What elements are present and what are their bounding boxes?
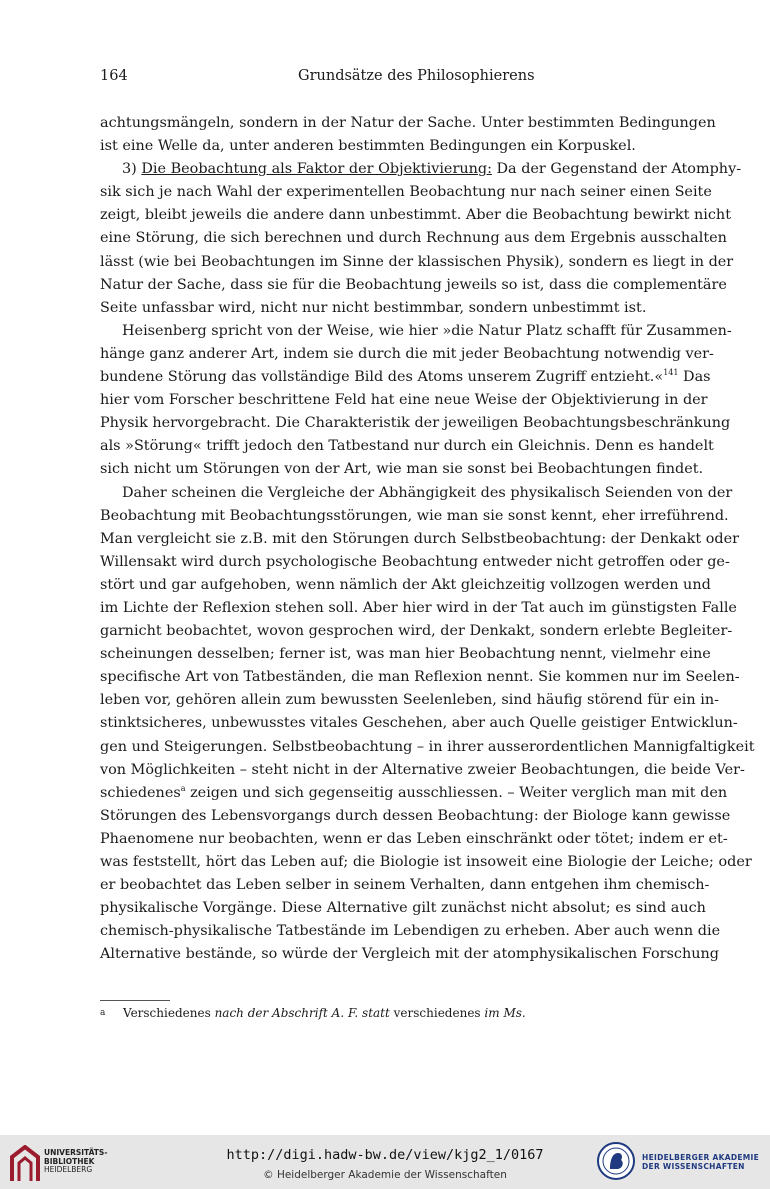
text-line: Seite unfassbar wird, nicht nur nicht bestimmbar, sondern unbestimmt ist.	[100, 299, 647, 316]
text-line	[100, 366, 711, 389]
text-line: Physik hervorgebracht. Die Charakteristik der jeweiligen Beobachtungsbeschränkung	[100, 415, 731, 432]
academy-name	[642, 1153, 759, 1171]
text-line: stört und gar aufgehoben, wenn nämlich der Akt gleichzeitig vollzogen werden und	[100, 576, 711, 593]
text-line: hänge ganz anderer Art, indem sie durch die mit jeder Beobachtung notwendig ver-	[100, 345, 714, 362]
text-line: sik sich je nach Wahl der experimentellen Beobachtung nur nach seiner einen Seite	[100, 184, 712, 201]
paragraph-3	[100, 320, 732, 482]
academy-seal-icon	[596, 1141, 636, 1181]
text-line: specifische Art von Tatbeständen, die man Reflexion nennt. Sie kommen nur im Seelen-	[100, 669, 740, 686]
text-line: ist eine Welle da, unter anderen bestimmten Bedingungen ein Korpuskel.	[100, 138, 636, 155]
text-run: Da der Gegenstand der Atomphy-	[491, 161, 742, 178]
footnote-mark: a	[100, 1008, 106, 1018]
footnote-word: verschiedenes	[393, 1006, 481, 1020]
text-run: zeigen und sich gegenseitig ausschliessen. – Weiter verglich man mit den	[185, 784, 728, 801]
page-header	[100, 68, 700, 92]
text-line: scheinungen desselben; ferner ist, was man hier Beobachtung nennt, vielmehr eine	[100, 646, 711, 663]
text-line: Störungen des Lebensvorgangs durch dessen Beobachtung: der Biologe kann gewisse	[100, 807, 731, 824]
text-line: Beobachtung mit Beobachtungsstörungen, wie man sie sonst kennt, eher irreführend.	[100, 507, 729, 524]
text-line: hier vom Forscher beschrittene Feld hat eine neue Weise der Objektivierung in der	[100, 392, 708, 409]
text-line: was feststellt, hört das Leben auf; die Biologie ist insoweit eine Biologie der Leiche; oder	[100, 854, 752, 870]
academy-name-line: HEIDELBERGER AKADEMIE	[642, 1153, 760, 1162]
page-number: 164	[100, 68, 128, 84]
footnote-reference: a	[180, 783, 186, 793]
text-line: physikalische Vorgänge. Diese Alternative gilt zunächst nicht absolut; es sind auch	[100, 900, 706, 917]
digitization-banner	[0, 1135, 770, 1189]
library-name-line: HEIDELBERG	[44, 1165, 93, 1174]
text-line: Willensakt wird durch psychologische Beobachtung entweder nicht getroffen oder ge-	[100, 553, 730, 570]
copyright-notice: © Heidelberger Akademie der Wissenschaften	[263, 1169, 507, 1181]
footnote-text	[123, 1006, 526, 1020]
text-line: im Lichte der Reflexion stehen soll. Aber hier wird in der Tat auch im günstigsten Falle	[100, 599, 737, 616]
paragraph-2	[100, 158, 742, 320]
text-line: stinktsicheres, unbewusstes vitales Geschehen, aber auch Quelle geistiger Entwicklun-	[100, 715, 738, 732]
footnote-word: Verschiedenes	[123, 1006, 211, 1020]
text-line: gen und Steigerungen. Selbstbeobachtung – in ihrer ausserordentlichen Mannigfaltigkeit	[100, 738, 755, 755]
text-line: von Möglichkeiten – steht nicht in der Alternative zweier Beobachtungen, die beide Ver-	[100, 761, 745, 778]
library-name-line: UNIVERSITÄTS-	[44, 1148, 108, 1157]
text-run: Das	[678, 369, 711, 386]
text-line: Natur der Sache, dass sie für die Beobachtung jeweils so ist, dass die complementäre	[100, 276, 727, 293]
text-line: leben vor, gehören allein zum bewussten Seelenleben, sind häufig störend für ein in-	[100, 692, 719, 709]
running-title: Grundsätze des Philosophierens	[298, 68, 535, 84]
permalink-url[interactable]: http://digi.hadw-bw.de/view/kjg2_1/0167	[226, 1147, 544, 1163]
text-line: garnicht beobachtet, wovon gesprochen wird, der Denkakt, sondern erlebte Begleiter-	[100, 623, 733, 640]
text-line: Alternative bestände, so würde der Vergleich mit der atomphysikalischen Forschung	[100, 946, 719, 963]
endnote-reference: 141	[663, 368, 679, 378]
section-number: 3)	[122, 161, 142, 178]
text-run: schiedenes	[100, 784, 181, 801]
text-line: als »Störung« trifft jedoch den Tatbestand nur durch ein Gleichnis. Denn es handelt	[100, 438, 714, 455]
text-line: er beobachtet das Leben selber in seinem Verhalten, dann entgehen ihm chemisch-	[100, 877, 710, 894]
footnote-editorial-note: nach der Abschrift A. F. statt	[214, 1006, 390, 1020]
text-run: bundene Störung das vollständige Bild des Atoms unserem Zugriff entzieht.«	[100, 369, 664, 386]
text-line: sich nicht um Störungen von der Art, wie man sie sonst bei Beobachtungen findet.	[100, 461, 704, 478]
text-line: Phaenomene nur beobachten, wenn er das Leben einschränkt oder tötet; indem er et-	[100, 830, 728, 847]
footnote-location: im Ms.	[484, 1006, 526, 1020]
main-text	[100, 112, 755, 966]
paragraph-4	[100, 482, 755, 967]
text-line: Daher scheinen die Vergleiche der Abhängigkeit des physikalisch Seienden von der	[122, 484, 733, 501]
text-line	[100, 158, 742, 181]
text-line: chemisch-physikalische Tatbestände im Lebendigen zu erheben. Aber auch wenn die	[100, 923, 721, 940]
library-name-line: BIBLIOTHEK	[44, 1156, 95, 1166]
academy-name-line: DER WISSENSCHAFTEN	[642, 1162, 745, 1171]
text-line	[100, 782, 728, 805]
text-line: zeigt, bleibt jeweils die andere dann unbestimmt. Aber die Beobachtung bewirkt nicht	[100, 207, 731, 224]
text-line: achtungsmängeln, sondern in der Natur der Sache. Unter bestimmten Bedingungen	[100, 115, 716, 131]
text-line: Heisenberg spricht von der Weise, wie hier »die Natur Platz schafft für Zusammen-	[122, 322, 732, 339]
text-line: lässt (wie bei Beobachtungen im Sinne der klassischen Physik), sondern es liegt in der	[100, 253, 734, 270]
text-line: Man vergleicht sie z.B. mit den Störungen durch Selbstbeobachtung: der Denkakt oder	[100, 530, 739, 547]
text-line: eine Störung, die sich berechnen und durch Rechnung aus dem Ergebnis ausschalten	[100, 230, 727, 247]
footnote	[100, 1004, 700, 1022]
paragraph-1	[100, 112, 716, 158]
footnote-divider	[100, 1000, 170, 1001]
section-heading: Die Beobachtung als Faktor der Objektivierung:	[141, 161, 492, 178]
